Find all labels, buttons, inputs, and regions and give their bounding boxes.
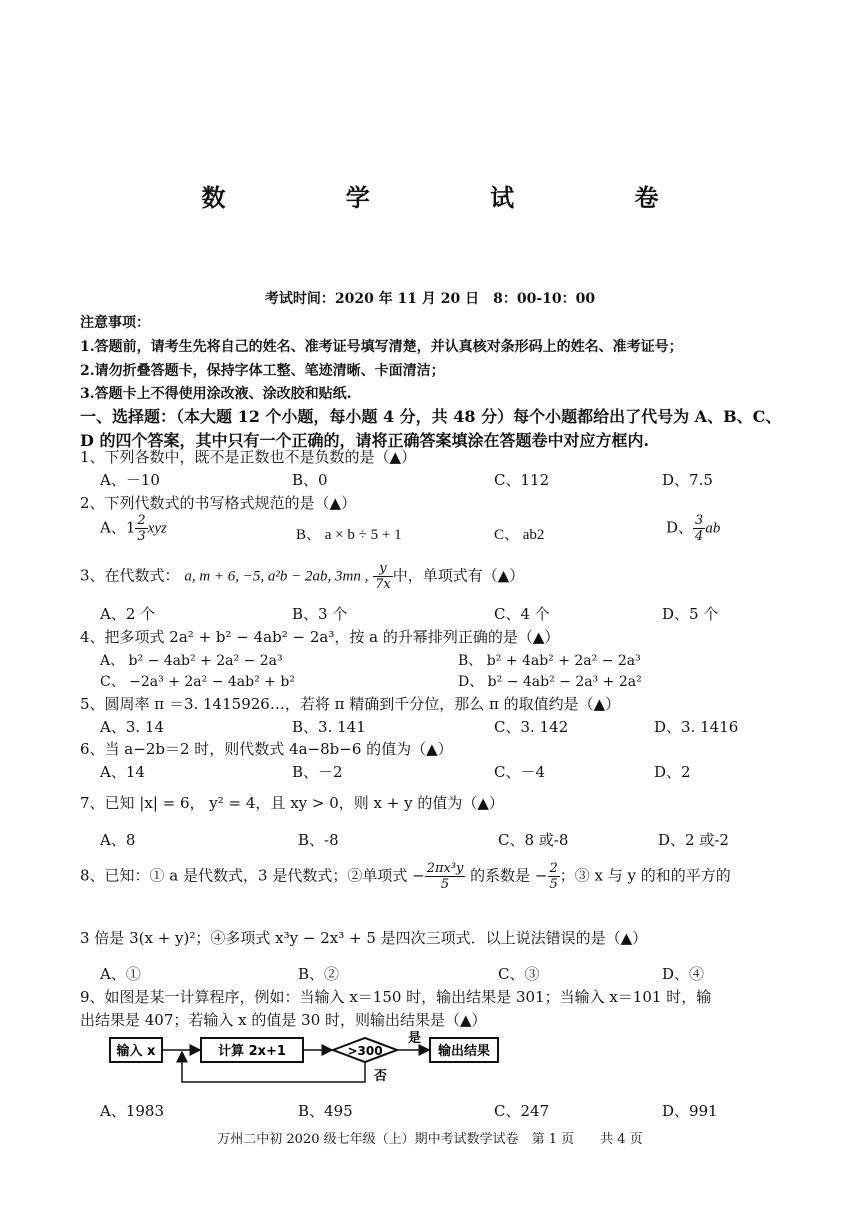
notice-item: 2.请勿折叠答题卡，保持字体工整、笔迹清晰、卡面清洁； — [80, 363, 445, 379]
q7-option-d: D、2 或-2 — [658, 831, 729, 849]
fraction-denominator: 5 — [440, 877, 450, 892]
fraction-denominator: 5 — [549, 877, 558, 892]
q2-option-a-prefix: A、1 — [100, 518, 136, 537]
q6-option-c: C、－4 — [494, 763, 546, 781]
q2-option-d-suffix: ab — [705, 520, 721, 537]
q6-option-d: D、2 — [654, 763, 691, 781]
section-heading-line2: D 的四个答案，其中只有一个正确的，请将正确答案填涂在答题卷中对应方框内. — [80, 431, 650, 450]
fraction — [135, 514, 147, 543]
q3-stem-suffix: 中，单项式有（▲） — [392, 566, 525, 585]
fraction-denominator: 3 — [137, 529, 146, 544]
page-footer: 万州二中初 2020 级七年级（上）期中考试数学试卷 第 1 页 共 4 页 — [217, 1132, 643, 1147]
q8-stem-part-c: ；③ x 与 y 的和的平方的 — [559, 866, 731, 885]
fraction-numerator: 3 — [695, 513, 704, 528]
q5-option-b: B、3. 141 — [292, 718, 366, 736]
q9-option-a: A、1983 — [100, 1102, 165, 1120]
q4-option-a: A、 b² − 4ab² + 2a² − 2a³ — [100, 653, 283, 669]
flowchart-yes-label: 是 — [408, 1031, 422, 1046]
flowchart-input-label: 输入 x — [116, 1044, 156, 1059]
question-5-stem: 5、圆周率 π ＝3. 1415926…，若将 π 精确到千分位，那么 π 的取值约是（▲） — [80, 695, 621, 713]
q6-option-a: A、14 — [100, 763, 145, 781]
q3-expression: a, m + 6, −5, a²b − 2ab, 3mn , — [184, 568, 369, 585]
flowchart-condition-label: >300 — [347, 1044, 383, 1058]
q8-option-a: A、① — [100, 965, 141, 983]
q2-option-a — [100, 514, 167, 543]
q8-option-d: D、④ — [662, 965, 705, 983]
q7-option-a: A、8 — [100, 831, 136, 849]
q3-option-d: D、5 个 — [662, 605, 719, 623]
q5-option-a: A、3. 14 — [100, 718, 164, 736]
fraction-denominator: 7x — [375, 577, 391, 592]
fraction-numerator: y — [373, 562, 393, 577]
q4-option-b: B、 b² + 4ab² + 2a² − 2a³ — [458, 653, 641, 669]
q3-option-c: C、4 个 — [494, 605, 550, 623]
q1-option-b: B、0 — [292, 471, 328, 489]
q5-option-d: D、3. 1416 — [654, 718, 739, 736]
question-9-line1: 9、如图是某一计算程序，例如：当输入 x＝150 时，输出结果是 301；当输入 x＝101 时，输 — [80, 988, 712, 1006]
fraction-numerator: 2πx³y — [426, 861, 464, 876]
q2-option-b: B、 a × b ÷ 5 + 1 — [296, 527, 402, 543]
q8-option-c: C、③ — [498, 965, 540, 983]
notice-heading: 注意事项： — [80, 315, 150, 331]
notice-item: 1.答题前，请考生先将自己的姓名、准考证号填写清楚，并认真核对条形码上的姓名、准考证号； — [80, 339, 683, 355]
q9-option-c: C、247 — [494, 1102, 550, 1120]
q3-stem-prefix: 3、在代数式： — [80, 566, 180, 585]
q7-option-b: B、-8 — [298, 831, 339, 849]
q8-stem-part-b: 的系数是 − — [465, 866, 548, 885]
flowchart — [108, 1030, 508, 1088]
q9-option-b: B、495 — [298, 1102, 353, 1120]
question-6-stem: 6、当 a−2b＝2 时，则代数式 4a−8b−6 的值为（▲） — [80, 740, 453, 758]
q2-option-c: C、 ab2 — [494, 527, 545, 543]
exam-time: 考试时间：2020 年 11 月 20 日 8：00-10：00 — [264, 291, 596, 307]
question-7-stem: 7、已知 |x| = 6， y² = 4，且 xy > 0，则 x + y 的值为（▲） — [80, 794, 504, 812]
q2-option-d — [666, 514, 720, 543]
q5-option-c: C、3. 142 — [494, 718, 569, 736]
question-2-stem: 2、下列代数式的书写格式规范的是（▲） — [80, 494, 357, 512]
q8-option-b: B、② — [298, 965, 340, 983]
fraction — [373, 562, 393, 591]
flowchart-output-label: 输出结果 — [437, 1044, 491, 1059]
fraction-denominator: 4 — [695, 529, 704, 544]
page-title: 数 学 试 卷 — [201, 183, 715, 212]
fraction — [693, 514, 705, 543]
q3-option-b: B、3 个 — [292, 605, 348, 623]
q1-option-c: C、112 — [494, 471, 550, 489]
q8-stem-part-a: 8、已知：① a 是代数式，3 是代数式；②单项式 − — [80, 866, 425, 885]
question-9-line2: 出结果是 407；若输入 x 的值是 30 时，则输出结果是（▲） — [80, 1011, 487, 1029]
section-heading-line1: 一、选择题：（本大题 12 个小题，每小题 4 分，共 48 分）每个小题都给出了代号为 A、B、C、 — [80, 407, 782, 426]
flowchart-compute-label: 计算 2x+1 — [218, 1044, 286, 1059]
notice-item: 3.答题卡上不得使用涂改液、涂改胶和贴纸. — [80, 386, 352, 402]
q9-option-d: D、991 — [662, 1102, 718, 1120]
fraction — [548, 862, 560, 891]
q4-option-c: C、 −2a³ + 2a² − 4ab² + b² — [100, 674, 295, 690]
q3-option-a: A、2 个 — [100, 605, 156, 623]
fraction-numerator: 2 — [549, 861, 558, 876]
fraction — [425, 862, 466, 891]
question-4-stem: 4、把多项式 2a² + b² − 4ab² − 2a³，按 a 的升幂排列正确的是（▲） — [80, 628, 560, 646]
q4-option-d: D、 b² − 4ab² − 2a³ + 2a² — [458, 674, 642, 690]
q1-option-d: D、7.5 — [662, 471, 713, 489]
question-1-stem: 1、下列各数中，既不是正数也不是负数的是（▲） — [80, 448, 417, 466]
q1-option-a: A、－10 — [100, 471, 160, 489]
q2-option-d-prefix: D、 — [666, 518, 694, 537]
question-3-stem — [80, 562, 524, 591]
q2-option-a-suffix: xyz — [147, 520, 167, 537]
fraction-numerator: 2 — [137, 513, 146, 528]
q6-option-b: B、－2 — [292, 763, 343, 781]
q7-option-c: C、8 或-8 — [498, 831, 569, 849]
flowchart-no-label: 否 — [374, 1069, 388, 1084]
question-8-stem — [80, 862, 731, 891]
question-8-line2: 3 倍是 3(x + y)²；④多项式 x³y − 2x³ + 5 是四次三项式．以上说法错误的是（▲） — [80, 929, 648, 947]
